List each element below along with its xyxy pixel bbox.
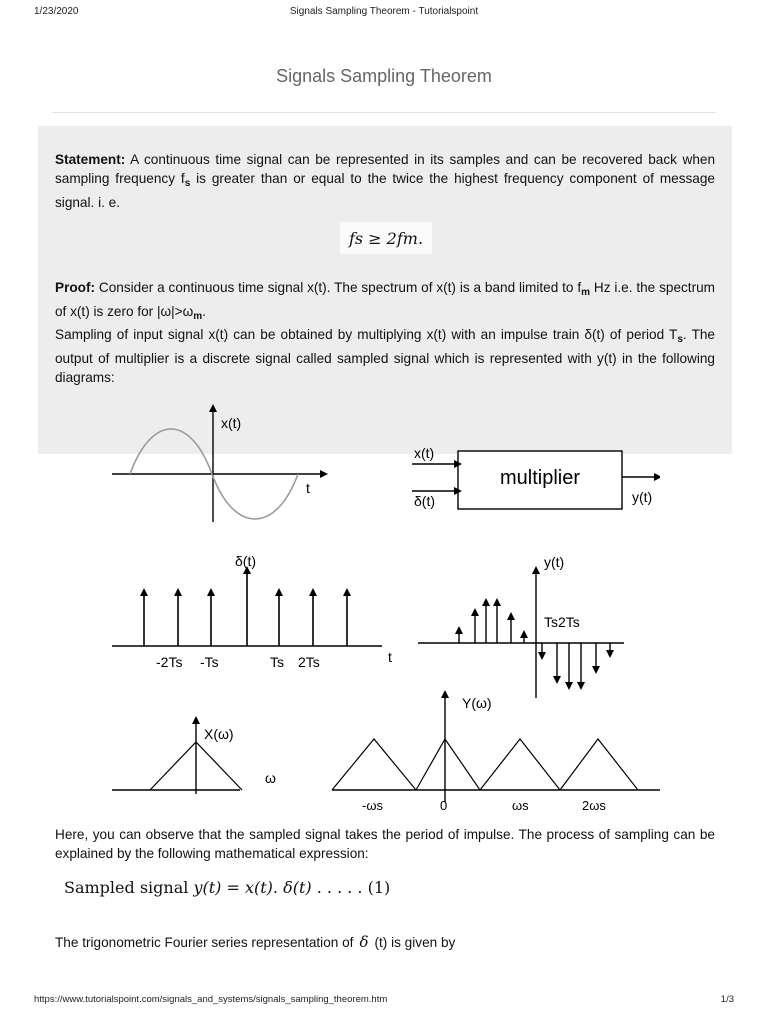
delta-label: δ(t) <box>235 553 257 569</box>
proof-sub: m <box>581 287 591 298</box>
print-date: 1/23/2020 <box>34 6 79 17</box>
fourier-paragraph <box>55 933 455 951</box>
tick-label-2ts: 2Ts <box>298 654 320 670</box>
sampling-text-2: . The output of multiplier is a discrete signal called sampled signal which is represented with y(t) in the following diagrams: <box>55 327 715 385</box>
fourier-text-post: (t) is given by <box>374 935 456 950</box>
yt-label: y(t) <box>544 554 565 570</box>
footer-page-number: 1/3 <box>720 994 734 1005</box>
print-header-title: Signals Sampling Theorem - Tutorialspoint <box>289 6 479 17</box>
observe-paragraph: Here, you can observe that the sampled signal takes the period of impulse. The process of sampling can be explained by the following mathematical expression: <box>55 827 715 861</box>
tick-omega-s: ωs <box>512 798 529 813</box>
yw-label: Y(ω) <box>462 695 492 711</box>
proof-label: Proof: <box>55 280 96 295</box>
proof-text: Consider a continuous time signal x(t). The spectrum of x(t) is a band limited to f <box>95 280 582 295</box>
tick-zero: 0 <box>440 798 448 813</box>
message-spectrum-plot <box>112 720 276 794</box>
footer-url: https://www.tutorialspoint.com/signals_and_systems/signals_sampling_theorem.htm <box>34 994 388 1005</box>
proof-text-2: Hz i.e. the spectrum of x(t) is zero for |ω|>ω <box>55 280 715 319</box>
xw-label: X(ω) <box>204 726 234 742</box>
xw-omega-label: ω <box>265 770 276 786</box>
sampling-text: Sampling of input signal x(t) can be obtained by multiplying x(t) with an impulse train δ(t) of period T <box>55 327 678 342</box>
sampled-signal-plot <box>418 554 624 698</box>
impulse-t-label: t <box>388 649 392 665</box>
page-title: Signals Sampling Theorem <box>276 66 492 86</box>
title-divider <box>52 112 716 113</box>
tick-label-minus-ts: -Ts <box>200 654 219 670</box>
sampling-sub: s <box>677 334 683 345</box>
tick-label-minus-2ts: -2Ts <box>156 654 183 670</box>
sampled-spectrum-plot <box>332 694 660 813</box>
sampling-paragraph <box>55 325 715 387</box>
tick-2omega-s: 2ωs <box>582 798 606 813</box>
fourier-text-pre: The trigonometric Fourier series representation of <box>55 935 354 950</box>
mult-output-label: y(t) <box>632 489 653 505</box>
multiplier-label: multiplier <box>499 467 581 489</box>
xt-t-label: t <box>306 480 310 496</box>
ts2ts-label: Ts2Ts <box>544 614 580 630</box>
fourier-delta-symbol: δ <box>359 933 369 951</box>
equation-expression: y(t) = x(t). δ(t) <box>193 878 312 897</box>
continuous-signal-plot <box>112 408 324 522</box>
yw-triangles <box>332 739 638 790</box>
impulse-train-plot <box>112 553 392 670</box>
proof-text-3: . <box>202 304 206 319</box>
xt-label: x(t) <box>221 415 242 431</box>
proof-paragraph <box>55 278 715 326</box>
tick-label-ts: Ts <box>270 654 284 670</box>
sampled-signal-equation <box>64 878 390 897</box>
statement-text: A continuous time signal can be represented in its samples and can be recovered back when sampling frequency f <box>55 152 715 186</box>
proof-sub-2: m <box>193 311 203 322</box>
mult-input-xt-label: x(t) <box>414 445 435 461</box>
equation-number: . . . . . (1) <box>311 878 391 897</box>
multiplier-block <box>412 445 658 509</box>
statement-sub: s <box>184 178 191 189</box>
equation-label: Sampled signal <box>64 878 194 897</box>
statement-paragraph <box>55 150 715 212</box>
statement-label: Statement: <box>55 152 126 167</box>
tick-minus-omega-s: -ωs <box>362 798 383 813</box>
sampling-formula: fs ≥ 2fm. <box>340 222 432 254</box>
mult-input-delta-label: δ(t) <box>414 493 436 509</box>
sampling-diagrams <box>100 398 660 818</box>
statement-text-2: is greater than or equal to the twice the highest frequency component of message signal. i. e. <box>55 171 715 210</box>
